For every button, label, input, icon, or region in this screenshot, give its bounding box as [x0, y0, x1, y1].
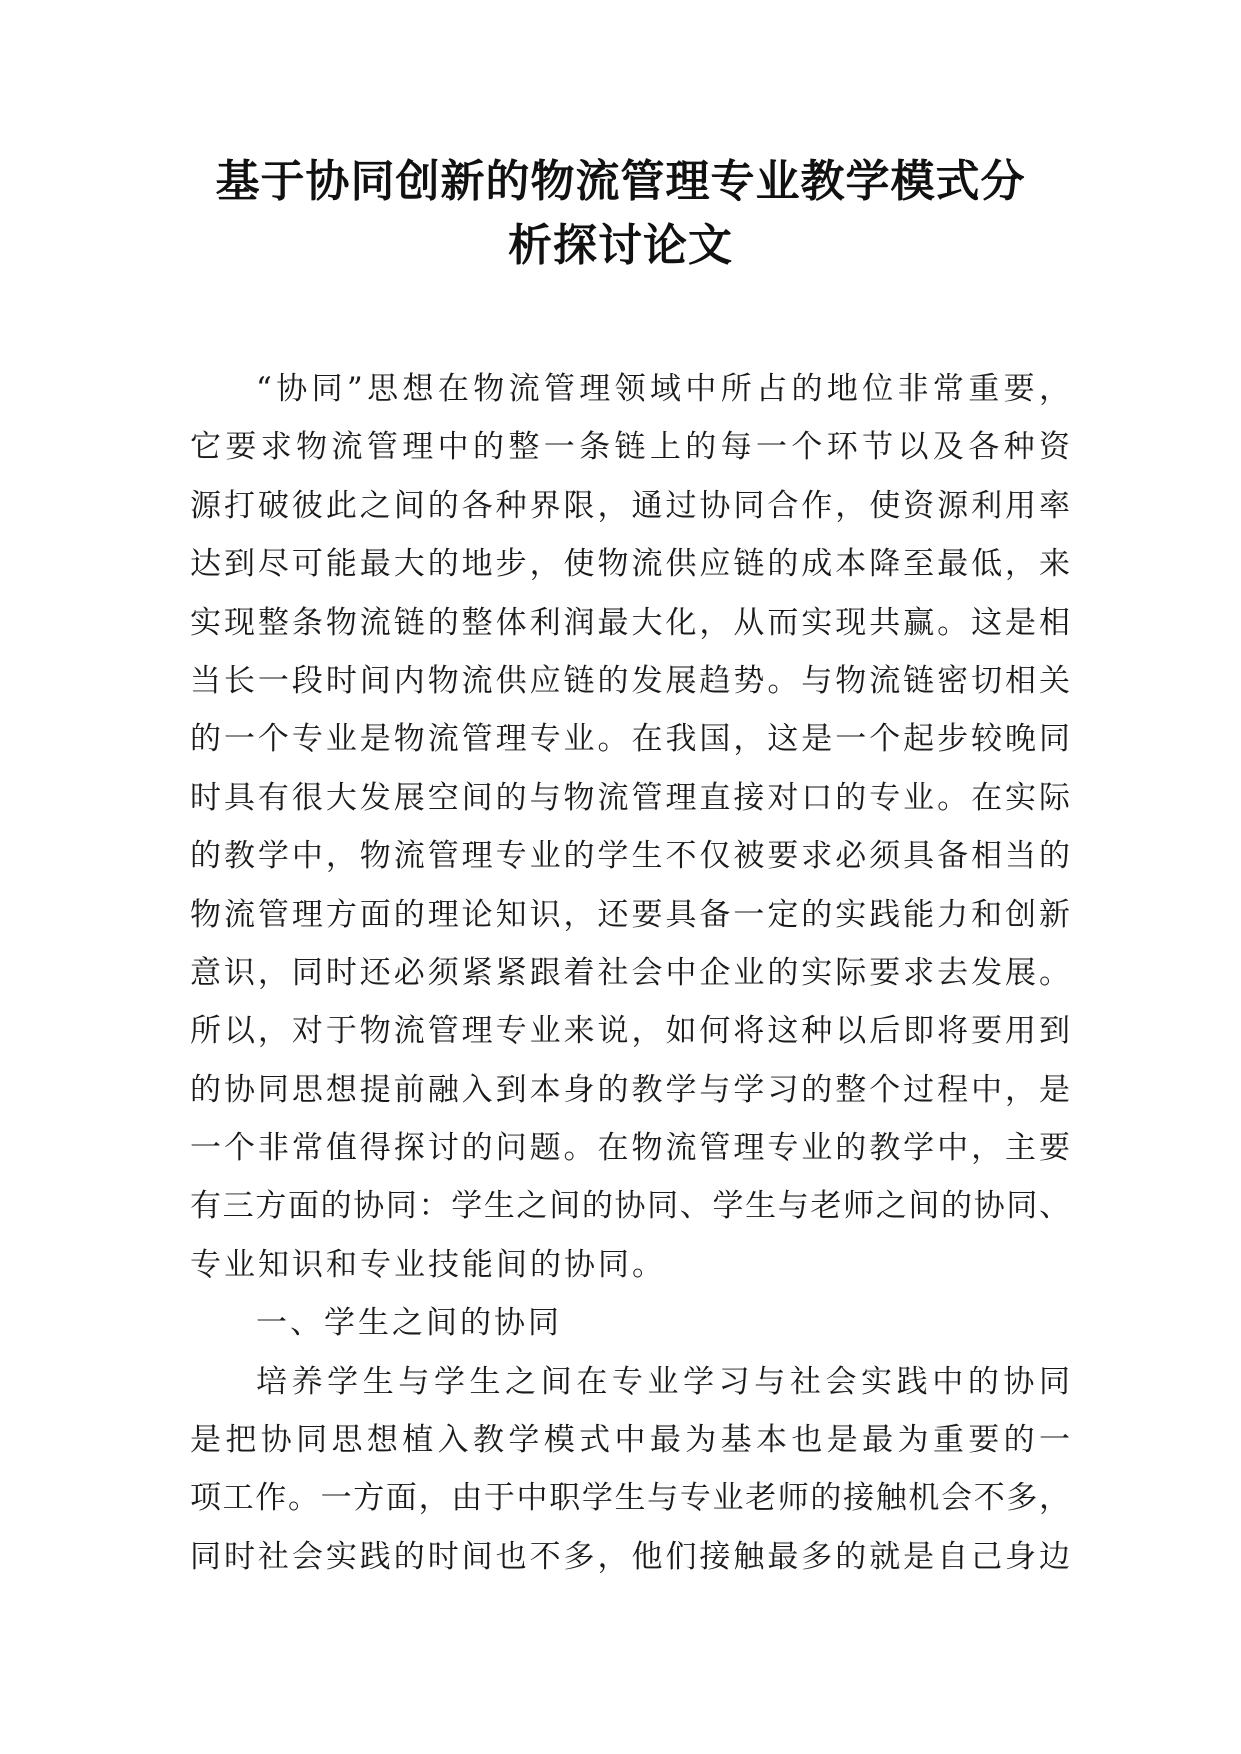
paragraph-line: 物流管理方面的理论知识，还要具备一定的实践能力和创新 [190, 896, 1070, 933]
paragraph-line: 是把协同思想植入教学模式中最为基本也是最为重要的一 [190, 1422, 1070, 1459]
paragraph-line: 专业知识和专业技能间的协同。 [190, 1246, 666, 1283]
title-line-1: 基于协同创新的物流管理专业教学模式分 [215, 156, 1026, 207]
section-heading: 一、学生之间的协同 [256, 1305, 562, 1342]
paragraph-line: 同时社会实践的时间也不多，他们接触最多的就是自己身边 [190, 1538, 1070, 1575]
paragraph-line: 所以，对于物流管理专业来说，如何将这种以后即将要用到 [190, 1013, 1070, 1050]
paragraph-line: 的教学中，物流管理专业的学生不仅被要求必须具备相当的 [190, 838, 1070, 875]
paragraph-line: 实现整条物流链的整体利润最大化，从而实现共赢。这是相 [190, 604, 1070, 641]
document-body [190, 360, 1070, 1586]
paragraph-line: 有三方面的协同：学生之间的协同、学生与老师之间的协同、 [190, 1188, 1070, 1225]
paragraph-line: 的协同思想提前融入到本身的教学与学习的整个过程中，是 [190, 1071, 1070, 1108]
paragraph-line: 它要求物流管理中的整一条链上的每一个环节以及各种资 [190, 429, 1070, 466]
paragraph-line: 时具有很大发展空间的与物流管理直接对口的专业。在实际 [190, 779, 1070, 816]
paragraph-line: 项工作。一方面，由于中职学生与专业老师的接触机会不多， [190, 1480, 1070, 1517]
paragraph-line: 源打破彼此之间的各种界限，通过协同合作，使资源利用率 [190, 487, 1070, 524]
paragraph-line: 当长一段时间内物流供应链的发展趋势。与物流链密切相关 [190, 662, 1070, 699]
paragraph-line: 达到尽可能最大的地步，使物流供应链的成本降至最低，来 [190, 546, 1070, 583]
paragraph-line: 培养学生与学生之间在专业学习与社会实践中的协同 [256, 1363, 1070, 1400]
title-line-2: 析探讨论文 [508, 220, 733, 271]
paragraph-line: 意识，同时还必须紧紧跟着社会中企业的实际要求去发展。 [190, 954, 1070, 991]
paragraph-line: “协同”思想在物流管理领域中所占的地位非常重要， [256, 371, 1070, 407]
document-title [120, 150, 1121, 278]
paragraph-line: 一个非常值得探讨的问题。在物流管理专业的教学中，主要 [190, 1130, 1070, 1167]
paragraph-line: 的一个专业是物流管理专业。在我国，这是一个起步较晚同 [190, 721, 1070, 758]
